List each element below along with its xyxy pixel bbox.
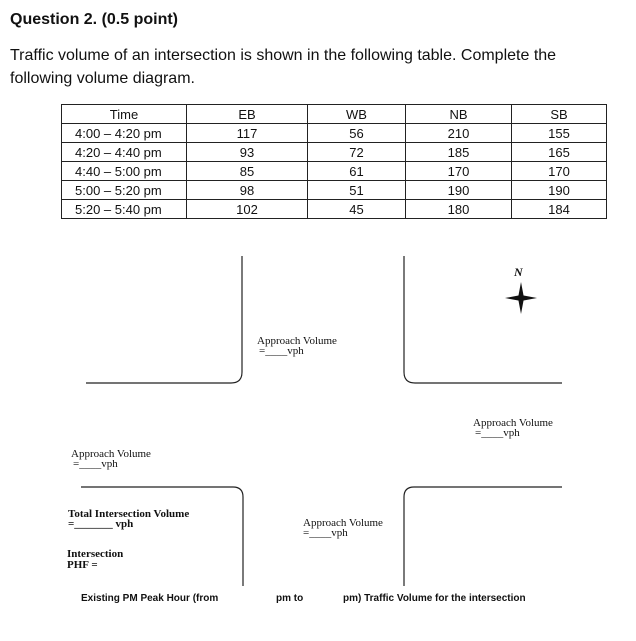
header-wb: WB (308, 105, 406, 124)
phf-label: Intersection (67, 548, 124, 560)
phf-value: PHF = (67, 559, 98, 571)
cell-time: 4:00 – 4:20 pm (62, 124, 187, 143)
cell-sb: 170 (512, 162, 607, 181)
cell-wb: 72 (308, 143, 406, 162)
north-arrow-icon (505, 282, 537, 314)
cell-eb: 102 (187, 200, 308, 219)
north-label: N (514, 265, 523, 279)
cell-eb: 93 (187, 143, 308, 162)
cell-nb: 170 (406, 162, 512, 181)
cell-nb: 210 (406, 124, 512, 143)
header-sb: SB (512, 105, 607, 124)
cell-wb: 56 (308, 124, 406, 143)
cell-time: 5:00 – 5:20 pm (62, 181, 187, 200)
cell-eb: 85 (187, 162, 308, 181)
header-eb: EB (187, 105, 308, 124)
cell-wb: 45 (308, 200, 406, 219)
curb-southwest (81, 487, 243, 586)
approach-volume-south-value: =____vph (303, 527, 348, 539)
question-title: Question 2. (0.5 point) (10, 11, 179, 28)
caption-part-3: pm) Traffic Volume for the intersection (343, 593, 526, 604)
total-volume-label: Total Intersection Volume (68, 508, 190, 520)
cell-nb: 190 (406, 181, 512, 200)
cell-nb: 185 (406, 143, 512, 162)
cell-time: 5:20 – 5:40 pm (62, 200, 187, 219)
cell-time: 4:20 – 4:40 pm (62, 143, 187, 162)
approach-volume-south-label: Approach Volume (303, 517, 383, 529)
curb-southeast (404, 487, 562, 586)
total-volume-value: =_______ vph (68, 518, 134, 530)
question-text: Traffic volume of an intersection is shown in the following table. Complete the following volume diagram. (10, 47, 557, 87)
curb-northeast (404, 256, 562, 383)
approach-volume-west-label: Approach Volume (71, 448, 151, 460)
cell-wb: 51 (308, 181, 406, 200)
cell-wb: 61 (308, 162, 406, 181)
approach-volume-north-label: Approach Volume (257, 335, 337, 347)
approach-volume-east-label: Approach Volume (473, 417, 553, 429)
cell-sb: 184 (512, 200, 607, 219)
header-nb: NB (406, 105, 512, 124)
cell-time: 4:40 – 5:00 pm (62, 162, 187, 181)
cell-nb: 180 (406, 200, 512, 219)
approach-volume-north-value: =____vph (259, 345, 304, 357)
cell-eb: 98 (187, 181, 308, 200)
cell-sb: 155 (512, 124, 607, 143)
approach-volume-east-value: =____vph (475, 427, 520, 439)
caption-part-2: pm to (276, 593, 304, 604)
header-time: Time (62, 105, 187, 124)
cell-sb: 190 (512, 181, 607, 200)
caption-part-1: Existing PM Peak Hour (from (81, 593, 219, 604)
cell-sb: 165 (512, 143, 607, 162)
approach-volume-west-value: =____vph (73, 458, 118, 470)
cell-eb: 117 (187, 124, 308, 143)
curb-northwest (86, 256, 242, 383)
